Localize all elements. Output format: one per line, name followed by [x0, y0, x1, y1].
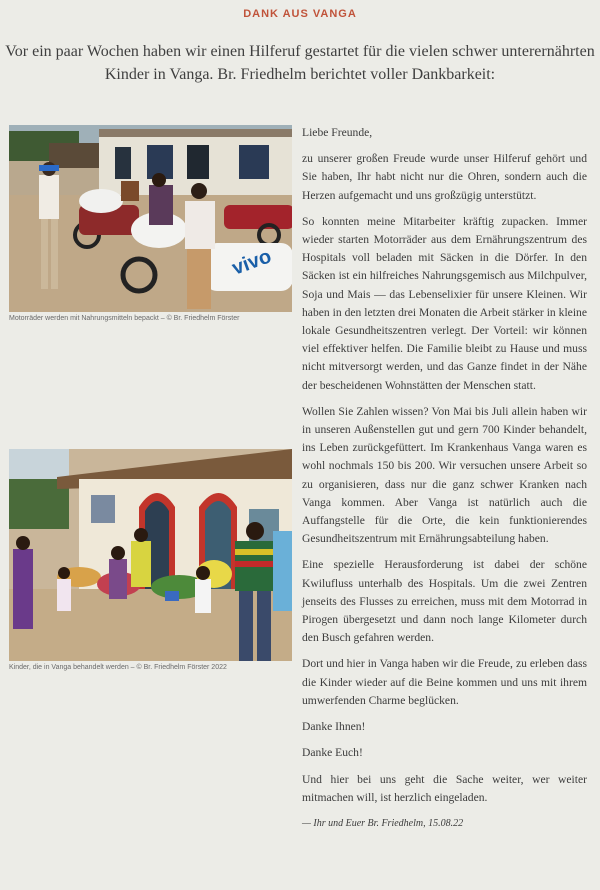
article-intro: Vor ein paar Wochen haben wir einen Hilferuf gestartet für die vielen schwer unterernährten Kinder in Vanga. Br. Friedhelm berichtet voller Dankbarkeit: — [5, 43, 595, 83]
sack-logo: vivo — [229, 245, 275, 280]
photo-motorcycles — [9, 125, 292, 312]
letter-greeting: Liebe Freunde, — [302, 126, 373, 139]
photo-caption: Motorräder werden mit Nahrungsmitteln bepackt – © Br. Friedhelm Förster — [9, 315, 240, 322]
letter-paragraph: Wollen Sie Zahlen wissen? Von Mai bis Juli allein haben wir in unseren Außenstellen gut und gern 700 Kinder behandelt, ins Leben zurückgefüttert. Im Krankenhaus Vanga waren es wohl nochmals 150 bis 200. Wir versuchen unsere Arbeit so zu organisieren, dass nur die ganz schwer Kranken nach Vanga kommen. Aber Vanga ist natürlich auch die Auffangstelle für die Orte, die kein funktionierendes Gesundheitszentrum mit Ernährungsabteilung haben. — [302, 404, 587, 546]
letter-paragraph: So konnten meine Mitarbeiter kräftig zupacken. Immer wieder starten Motorräder aus dem Ernährungszentrum des Hospitals voll beladen mit Säcken in die Dörfer. In den Säcken ist ein hilfreiches Nahrungsgemisch aus Milchpulver, Soja und Mais — das Lebenselixier für unsere Kleinen. Wir haben in den letzten drei Monaten die Arbeit stärker in kleine lokale Gesundheitszentren verlegt. Der Vorteil: wir können viel effektiver helfen. Die Familie bleibt zu Hause und muss nicht mitversorgt werden, und das Ganze findet in der Nähe der bescheidenen Wohnstätten der Menschen statt. — [302, 214, 587, 392]
letter-body — [302, 124, 587, 841]
letter-paragraph: zu unserer großen Freude wurde unser Hilferuf gehört und Sie haben, Ihr habt nicht nur die Ohren, sondern auch die Herzen aufgemacht und uns großzügig unterstützt. — [302, 152, 587, 202]
letter-paragraph: Und hier bei uns geht die Sache weiter, wer weiter mitmachen will, ist herzlich eingeladen. — [302, 772, 587, 804]
letter-signature: — Ihr und Euer Br. Friedhelm, 15.08.22 — [302, 817, 464, 829]
letter-paragraph: Dort und hier in Vanga haben wir die Freude, zu erleben dass die Kinder wieder auf die Beine kommen und uns mit ihrem umwerfenden Charme beglücken. — [302, 657, 587, 707]
letter-paragraph: Danke Ihnen! — [302, 720, 366, 734]
article-kicker: DANK AUS VANGA — [243, 8, 357, 20]
letter-paragraph: Eine spezielle Herausforderung ist dabei der schöne Kwilufluss unterhalb des Hospitals. Um die zwei Zentren jenseits des Flusses zu erreichen, muss mit dem Motorrad in Pirogen übergesetzt und dann noch lange Kilometer durch den Busch gefahren werden. — [302, 558, 587, 645]
photo-children — [9, 449, 292, 661]
photo-caption: Kinder, die in Vanga behandelt werden – © Br. Friedhelm Förster 2022 — [9, 664, 227, 671]
letter-paragraph: Danke Euch! — [302, 746, 363, 760]
